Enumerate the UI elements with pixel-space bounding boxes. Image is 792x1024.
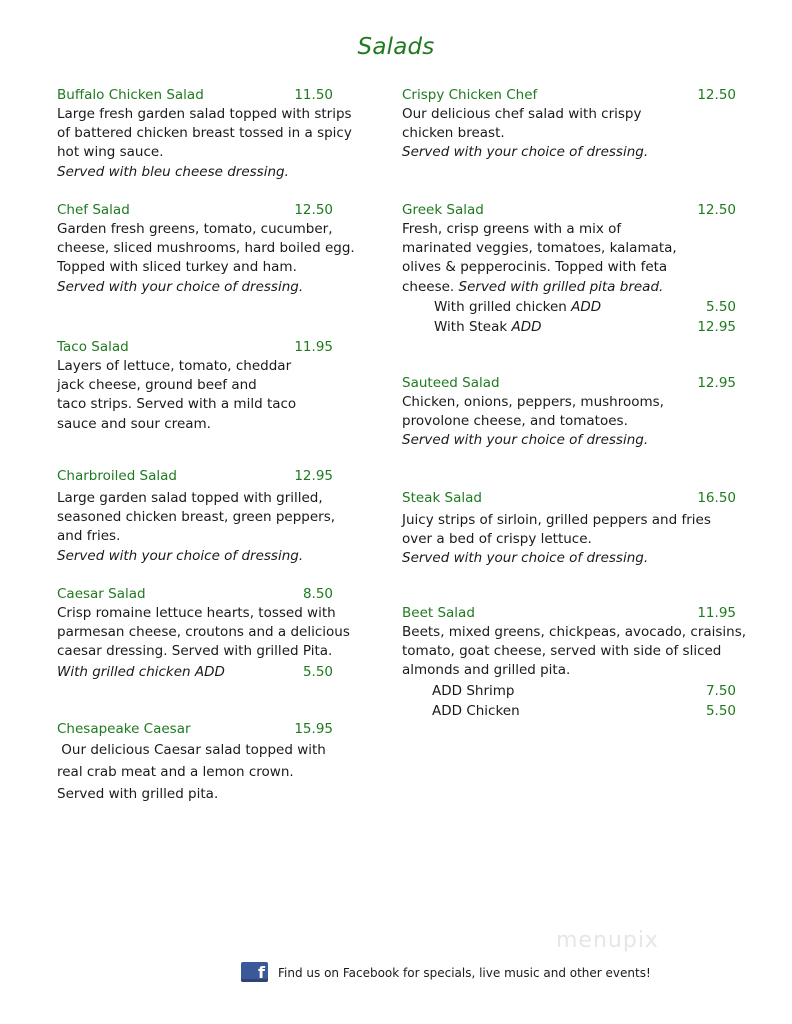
menu-item-name: Taco Salad [57, 339, 129, 355]
description-text: cheese, sliced mushrooms, hard boiled egg. [57, 240, 355, 257]
add-on-price: 12.95 [697, 318, 736, 335]
description-line [57, 163, 333, 182]
menu-item-name: Crispy Chicken Chef [402, 87, 538, 103]
menu-item-price: 8.50 [302, 586, 333, 602]
description-text: chicken breast. [402, 125, 505, 142]
description-text: Fresh, crisp greens with a mix of [402, 221, 622, 237]
menu-item-header [57, 720, 333, 739]
menu-item-header [57, 338, 333, 357]
description-text: seasoned chicken breast, green peppers, [57, 509, 336, 526]
description-text: Served with your choice of dressing. [402, 144, 649, 161]
menu-item [57, 720, 333, 805]
menu-item-header [57, 86, 333, 105]
description-line [57, 278, 333, 297]
description-line [402, 143, 736, 162]
description-line [402, 431, 736, 450]
menu-item-description [402, 220, 736, 297]
description-text: Juicy strips of sirloin, grilled peppers and fries [402, 512, 711, 528]
add-on-label [402, 701, 520, 721]
description-line [57, 415, 333, 434]
description-line [57, 124, 352, 143]
menu-item-description [402, 105, 736, 163]
menu-item-price: 11.50 [294, 87, 333, 103]
description-text: jack cheese, ground beef and [57, 377, 257, 394]
add-on-price: 7.50 [705, 682, 736, 699]
menu-item-header [57, 585, 333, 604]
menu-item-name: Greek Salad [402, 202, 484, 218]
description-line [57, 623, 350, 642]
add-on-option [402, 317, 736, 337]
menu-item [402, 201, 736, 337]
description-text: Layers of lettuce, tomato, cheddar [57, 358, 292, 374]
page-title: Salads [357, 34, 435, 60]
description-line [57, 739, 333, 761]
menu-item-header [402, 374, 736, 393]
add-on-price: 5.50 [705, 702, 736, 719]
add-on-option [57, 662, 333, 682]
menu-item-header [402, 86, 736, 105]
description-text: Served with your choice of dressing. [57, 278, 304, 295]
description-line [57, 357, 333, 376]
description-line [402, 124, 736, 143]
menu-item-description [57, 105, 352, 182]
description-text: Our delicious Caesar salad topped with [57, 742, 326, 758]
description-text: Served with your choice of dressing. [402, 550, 649, 567]
description-line [57, 527, 333, 546]
description-text: sauce and sour cream. [57, 415, 211, 432]
add-on-label-italic: ADD [511, 318, 542, 335]
description-text: and fries. [57, 528, 121, 545]
menu-item [402, 604, 747, 721]
description-text: Crisp romaine lettuce hearts, tossed with [57, 605, 336, 621]
description-text: real crab meat and a lemon crown. [57, 764, 294, 780]
menu-item [57, 585, 350, 682]
description-line [57, 547, 333, 566]
description-line [57, 376, 333, 395]
add-on-price: 5.50 [302, 663, 333, 680]
description-line [402, 278, 736, 297]
description-line [57, 220, 333, 239]
add-on-label-text: With Steak [434, 318, 508, 335]
menu-item-description [57, 739, 333, 805]
add-on-option [402, 701, 736, 721]
description-text: Large fresh garden salad topped with strips [57, 106, 352, 122]
menu-item [402, 374, 736, 451]
description-text: almonds and grilled pita. [402, 662, 571, 679]
menu-item-name: Sauteed Salad [402, 375, 500, 391]
menu-item-price: 12.50 [294, 202, 333, 218]
description-text: Served with your choice of dressing. [57, 547, 304, 564]
description-line [57, 508, 336, 527]
menu-item-header [57, 201, 333, 220]
menu-item-price: 15.95 [294, 721, 333, 737]
watermark: menupix [556, 928, 659, 953]
menu-item-description [57, 489, 336, 566]
footer-text: Find us on Facebook for specials, live music and other events! [278, 966, 651, 980]
description-text: caesar dressing. Served with grilled Pita. [57, 643, 333, 660]
description-line [402, 258, 736, 277]
menu-item-price: 12.50 [697, 87, 736, 103]
description-line [57, 395, 333, 414]
add-on-label [57, 662, 225, 682]
menu-item-name: Caesar Salad [57, 586, 146, 602]
description-line [402, 661, 736, 680]
description-line [57, 258, 333, 277]
description-text: cheese. [402, 278, 459, 295]
menu-item-header [402, 604, 736, 623]
description-text: Served with your choice of dressing. [402, 432, 649, 449]
description-italic-text: Served with grilled pita bread. [458, 278, 664, 295]
add-on-option [402, 681, 736, 701]
menu-item-name: Charbroiled Salad [57, 468, 177, 484]
description-line [402, 549, 736, 568]
description-text: Garden fresh greens, tomato, cucumber, [57, 221, 333, 237]
menu-item [57, 201, 355, 297]
description-line [402, 220, 736, 239]
menu-item-price: 12.95 [697, 375, 736, 391]
add-on-price: 5.50 [705, 298, 736, 315]
description-text: hot wing sauce. [57, 144, 164, 161]
facebook-icon: f [241, 962, 268, 982]
menu-item-description [57, 604, 350, 662]
description-text: Topped with sliced turkey and ham. [57, 259, 297, 276]
description-line [402, 239, 736, 258]
description-text: olives & pepperocinis. Topped with feta [402, 259, 668, 276]
menu-item-name: Chesapeake Caesar [57, 721, 191, 737]
menu-item-name: Beet Salad [402, 605, 475, 621]
description-text: of battered chicken breast tossed in a spicy [57, 125, 352, 142]
description-line [57, 604, 336, 623]
menu-item [402, 86, 736, 163]
add-on-label [402, 317, 542, 337]
add-on-label [402, 297, 601, 317]
description-text: Served with bleu cheese dressing. [57, 163, 289, 180]
menu-item-price: 16.50 [697, 490, 736, 506]
menu-item-price: 11.95 [697, 605, 736, 621]
menu-item-description [57, 357, 333, 434]
menu-item [57, 467, 336, 566]
description-line [57, 143, 333, 162]
menu-item-header [402, 201, 736, 220]
description-line [57, 642, 333, 661]
description-line [57, 239, 355, 258]
description-line [402, 642, 736, 661]
description-text: parmesan cheese, croutons and a delicious [57, 624, 350, 641]
menu-item-description [57, 220, 355, 297]
description-line [402, 393, 736, 412]
add-on-label-italic: ADD [571, 298, 602, 315]
add-on-label [402, 681, 514, 701]
description-text: provolone cheese, and tomatoes. [402, 413, 628, 430]
menu-item-header [402, 489, 736, 508]
description-line [402, 105, 736, 124]
menu-item-price: 11.95 [294, 339, 333, 355]
description-line [57, 783, 333, 805]
description-line [57, 105, 352, 124]
description-text: Large garden salad topped with grilled, [57, 490, 323, 506]
description-line [57, 761, 333, 783]
add-on-label-text: With grilled chicken ADD [57, 663, 225, 680]
description-line [402, 412, 736, 431]
add-on-label-text: With grilled chicken [434, 298, 567, 315]
description-text: over a bed of crispy lettuce. [402, 531, 592, 548]
description-text: tomato, goat cheese, served with side of sliced [402, 643, 722, 660]
add-on-label-text: ADD Shrimp [432, 682, 515, 699]
menu-item-name: Buffalo Chicken Salad [57, 87, 204, 103]
menu-item-header [57, 467, 333, 486]
menu-item-price: 12.50 [697, 202, 736, 218]
menu-item-description [402, 623, 747, 681]
description-text: Our delicious chef salad with crispy [402, 106, 642, 122]
menu-item-description [402, 511, 736, 569]
menu-item-name: Chef Salad [57, 202, 130, 218]
menu-item [402, 489, 736, 569]
description-text: taco strips. Served with a mild taco [57, 396, 297, 413]
menu-item-name: Steak Salad [402, 490, 482, 506]
add-on-option [402, 297, 736, 317]
menu-item-description [402, 393, 736, 451]
description-text: Beets, mixed greens, chickpeas, avocado, craisins, [402, 624, 747, 640]
menu-item [57, 338, 333, 434]
description-line [402, 623, 747, 642]
menu-item-price: 12.95 [294, 468, 333, 484]
description-text: Chicken, onions, peppers, mushrooms, [402, 394, 664, 410]
description-line [402, 530, 736, 549]
menu-item [57, 86, 352, 182]
description-line [402, 511, 736, 530]
add-on-label-text: ADD Chicken [432, 702, 520, 719]
description-line [57, 489, 333, 508]
description-text: Served with grilled pita. [57, 786, 219, 802]
description-text: marinated veggies, tomatoes, kalamata, [402, 240, 677, 257]
